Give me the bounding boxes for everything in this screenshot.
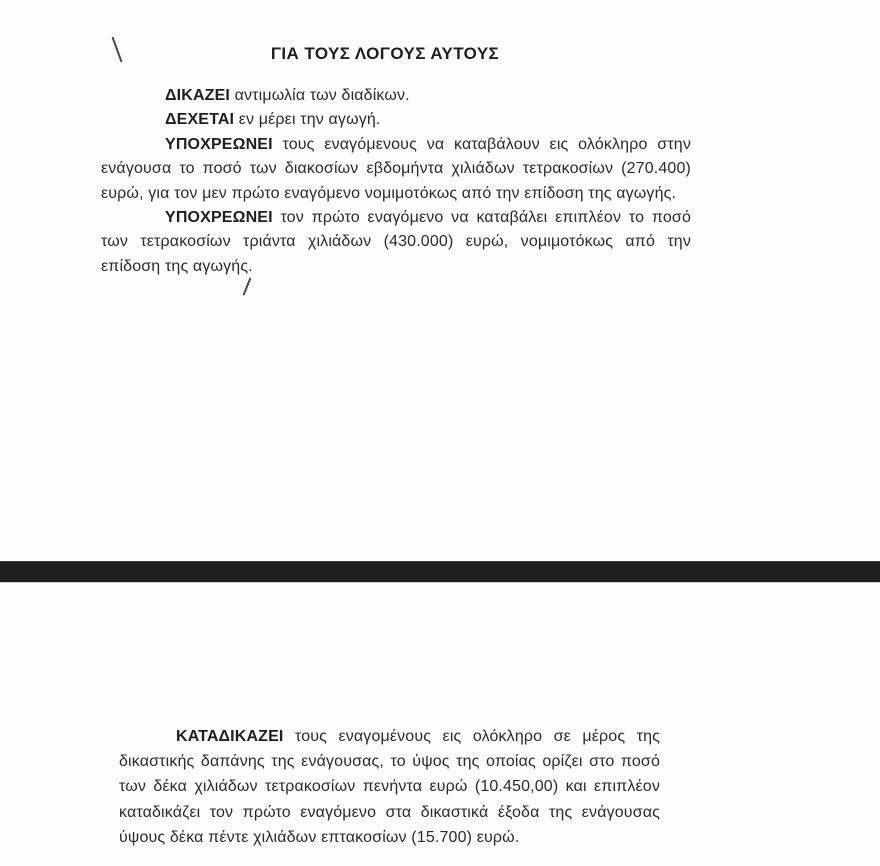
costs-text-block [119,724,660,850]
ruling-lead-word: ΔΙΚΑΖΕΙ [165,87,230,104]
ruling-paragraph [101,133,691,206]
ruling-paragraph-text: εν μέρει την αγωγή. [234,111,381,129]
ruling-lead-word: ΥΠΟΧΡΕΩΝΕΙ [165,209,273,227]
costs-paragraph-text: τους εναγομένους εις ολόκληρο σε μέρος της δικαστικής δαπάνης της ενάγουσας, το ύψος της οποίας ορίζει στο ποσό των δέκα χιλιάδων τετρακοσίων πενήντα ευρώ (10.450,00) και επιπλέον καταδικάζει τον πρώτο εναγόμενο στα δικαστικά έξοδα της ενάγουσας ύψους δέκα πέντε χιλιάδων επτακοσίων (15.700) ευρώ. [119,728,660,846]
ruling-lead-word: ΔΕΧΕΤΑΙ [165,111,235,129]
slash-stroke-mark [243,277,252,295]
scan-divider-bar [0,561,880,583]
ruling-text-block [101,84,691,279]
costs-paragraph [119,724,660,850]
ruling-paragraph [101,108,691,132]
ruling-paragraph [101,206,691,279]
ruling-paragraph-text: αντιμωλία των διαδίκων. [230,87,410,104]
ruling-paragraph-text: τον πρώτο εναγόμενο να καταβάλει επιπλέον το ποσό των τετρακοσίων τριάντα χιλιάδων (430.000) ευρώ, νομιμοτόκως από την επίδοση της αγωγής. [101,209,691,275]
ruling-lead-word: ΥΠΟΧΡΕΩΝΕΙ [165,135,273,153]
ruling-paragraph-text: τους εναγόμενους να καταβάλουν εις ολόκληρο στην ενάγουσα το ποσό των διακοσίων εβδομήντα χιλιάδων τετρακοσίων (270.400) ευρώ, για τον μεν πρώτο εναγόμενο νομιμοτόκως από την επίδοση της αγωγής. [101,135,691,202]
costs-lead-word: ΚΑΤΑΔΙΚΑΖΕΙ [176,728,284,745]
page-title: ΓΙΑ ΤΟΥΣ ΛΟΓΟΥΣ ΑΥΤΟΥΣ [270,44,500,63]
ruling-paragraph [101,84,691,108]
